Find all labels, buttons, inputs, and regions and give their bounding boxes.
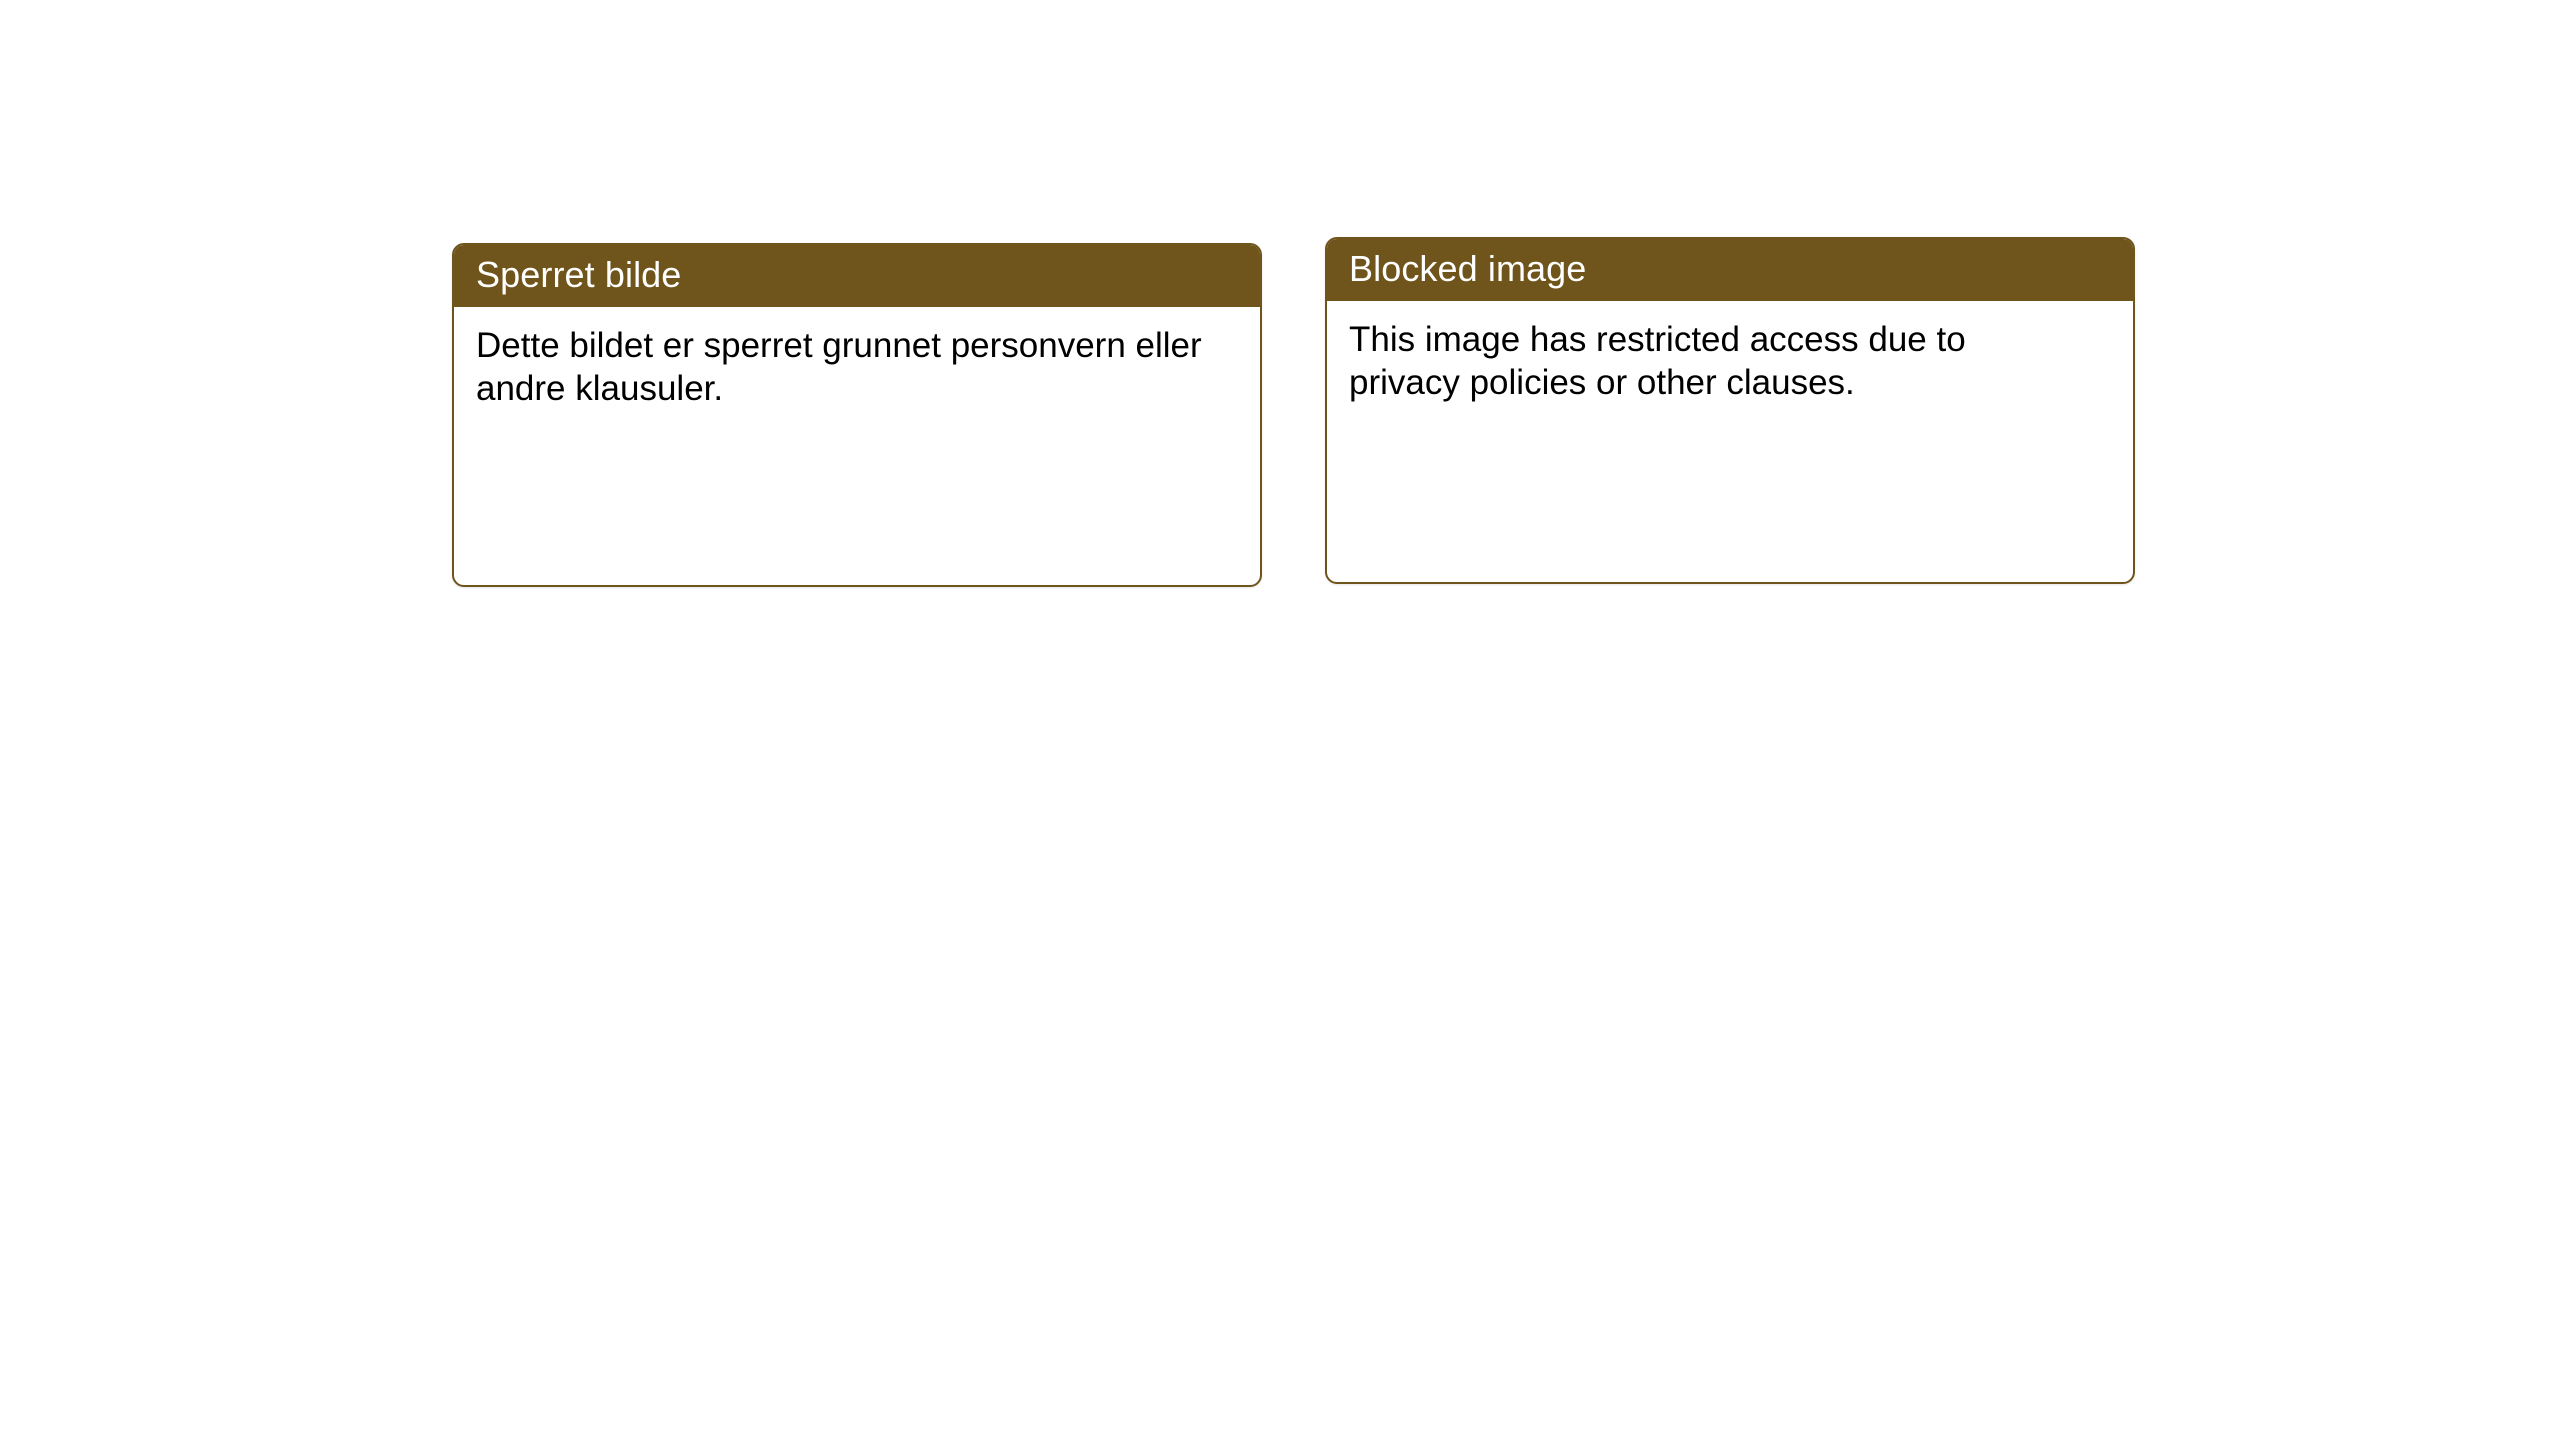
card-body-en xyxy=(1327,301,2007,426)
card-message-no: Dette bildet er sperret grunnet personvern eller andre klausuler. xyxy=(476,326,1202,408)
card-title-no: Sperret bilde xyxy=(454,245,1260,307)
blocked-image-notice-no xyxy=(452,243,1262,587)
card-message-en: This image has restricted access due to privacy policies or other clauses. xyxy=(1349,320,1966,402)
card-body-no xyxy=(454,307,1260,432)
blocked-image-notice-en xyxy=(1325,237,2135,584)
card-title-en: Blocked image xyxy=(1327,239,2133,301)
